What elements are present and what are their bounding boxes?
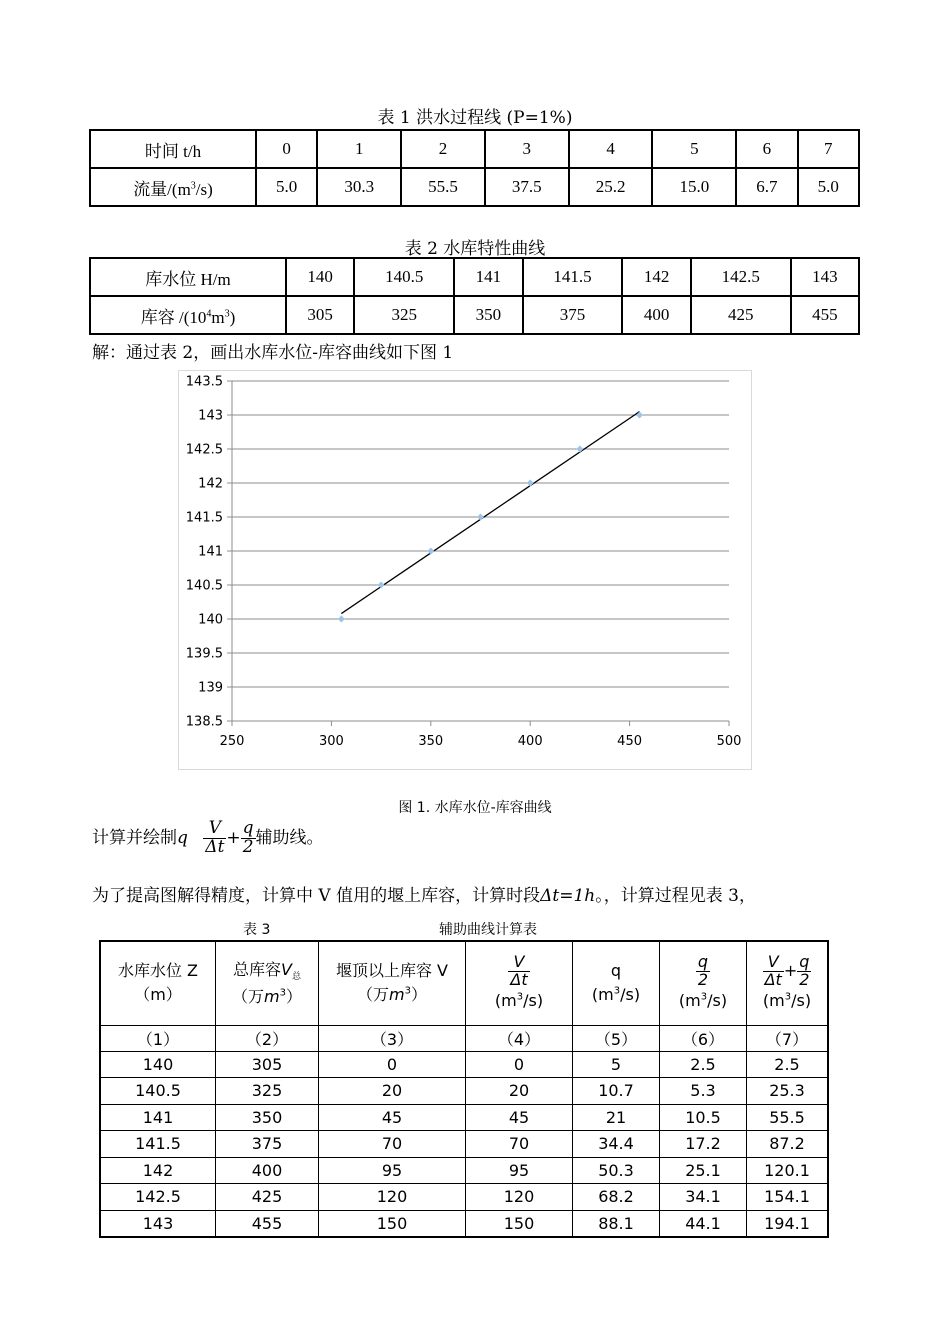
y-tick-label: 140 (198, 612, 223, 628)
table-cell: 21 (573, 1104, 660, 1131)
table2-storage-cell: 350 (454, 296, 522, 334)
table2-level-cell: 141.5 (523, 258, 623, 296)
para3-text: 为了提高图解得精度，计算中 V 值用的堰上库容，计算时段 (92, 886, 541, 906)
table2-storage-cell: 455 (791, 296, 859, 334)
table-cell: 44.1 (660, 1210, 747, 1237)
table-row (100, 1051, 828, 1078)
table-cell: 142 (100, 1157, 216, 1184)
index-cell: （6） (660, 1025, 747, 1051)
table-cell: 120.1 (747, 1157, 829, 1184)
table1-time-cell: 4 (569, 130, 653, 168)
table-cell: 88.1 (573, 1210, 660, 1237)
para2-text: 计算并绘制 (92, 827, 177, 848)
table-cell: 140.5 (100, 1078, 216, 1105)
table-cell: 2.5 (660, 1051, 747, 1078)
table-cell: 34.1 (660, 1184, 747, 1211)
table1-flow-row (90, 168, 859, 206)
table-cell: 87.2 (747, 1131, 829, 1158)
table3-header-row (100, 941, 828, 1025)
table-cell: 95 (466, 1157, 573, 1184)
table1-caption: 表 1 洪水过程线 (P=1%) (377, 108, 573, 128)
table1 (89, 129, 860, 207)
header-v-dt: $\frac{V}{\Delta t}$ $(m^3/s)$ (466, 941, 573, 1025)
data-point (427, 548, 434, 555)
data-point (338, 616, 345, 623)
table-cell: 10.5 (660, 1104, 747, 1131)
table2-level-cell: 142 (622, 258, 690, 296)
y-tick-label: 143.5 (185, 374, 223, 390)
table-cell: 55.5 (747, 1104, 829, 1131)
x-tick-label: 250 (219, 734, 245, 749)
table3 (99, 940, 829, 1238)
table2-storage-cell: 375 (523, 296, 623, 334)
table-cell: 143 (100, 1210, 216, 1237)
table-cell: 70 (466, 1131, 573, 1158)
para2-suffix: 辅助线。 (255, 827, 324, 848)
table2-storage-cell: 305 (286, 296, 354, 334)
table-row (100, 1078, 828, 1105)
para2-q: q (177, 827, 188, 848)
level-storage-chart (179, 371, 751, 769)
table-row (100, 1210, 828, 1237)
table-cell: 20 (466, 1078, 573, 1105)
table-cell: 150 (319, 1210, 466, 1237)
table2-level-cell: 141 (454, 258, 522, 296)
table3-caption-title: 辅助曲线计算表 (439, 922, 537, 938)
x-tick-label: 400 (517, 734, 543, 749)
table-row (100, 1104, 828, 1131)
table2-level-cell: 140.5 (354, 258, 454, 296)
table-cell: 141.5 (100, 1131, 216, 1158)
table-cell: 45 (319, 1104, 466, 1131)
table1-time-cell: 0 (256, 130, 317, 168)
table1-flow-cell: 6.7 (736, 168, 797, 206)
table-cell: 5 (573, 1051, 660, 1078)
table-cell: 2.5 (747, 1051, 829, 1078)
table-cell: 141 (100, 1104, 216, 1131)
v-over-dt-fraction: $\frac{V}{\Delta t}$ (205, 818, 225, 857)
table1-flow-cell: 55.5 (401, 168, 485, 206)
header-q-half: $\frac{q}{2}$ $(m^3/s)$ (660, 941, 747, 1025)
data-point (527, 480, 534, 487)
table2-storage-row (90, 296, 859, 334)
table-cell: 50.3 (573, 1157, 660, 1184)
table-row (100, 1131, 828, 1158)
table-cell: 120 (466, 1184, 573, 1211)
table-cell: 34.4 (573, 1131, 660, 1158)
header-q: q $(m^3/s)$ (573, 941, 660, 1025)
table-cell: 45 (466, 1104, 573, 1131)
table1-time-cell: 3 (485, 130, 569, 168)
table2-level-label: 库水位 H/m (90, 258, 286, 296)
time-step-math: Δt=1h (540, 886, 596, 906)
y-tick-label: 142 (198, 476, 223, 492)
table-cell: 194.1 (747, 1210, 829, 1237)
table1-time-cell: 2 (401, 130, 485, 168)
table-cell: 305 (216, 1051, 319, 1078)
table-cell: 425 (216, 1184, 319, 1211)
table1-time-cell: 5 (652, 130, 736, 168)
para3-suffix: 。，计算过程见表 3， (595, 886, 756, 906)
x-tick-label: 450 (617, 734, 643, 749)
data-point (378, 582, 385, 589)
table-cell: 120 (319, 1184, 466, 1211)
table-cell: 150 (466, 1210, 573, 1237)
table-row (100, 1157, 828, 1184)
table-cell: 10.7 (573, 1078, 660, 1105)
table-row (100, 1184, 828, 1211)
table1-time-cell: 1 (317, 130, 401, 168)
y-tick-label: 138.5 (185, 714, 223, 730)
figure-caption: 图 1. 水库水位-库容曲线 (398, 800, 552, 816)
y-tick-label: 140.5 (185, 578, 223, 594)
header-v-dt-plus-q-half: $\frac{V}{\Delta t}$ + $\frac{q}{2}$ $(m^3/s)$ (747, 941, 829, 1025)
data-point (576, 446, 583, 453)
table1-flow-cell: 25.2 (569, 168, 653, 206)
y-tick-label: 142.5 (185, 442, 223, 458)
table-cell: 25.3 (747, 1078, 829, 1105)
y-tick-label: 139.5 (185, 646, 223, 662)
index-cell: （5） (573, 1025, 660, 1051)
table2-level-cell: 143 (791, 258, 859, 296)
x-tick-label: 350 (418, 734, 444, 749)
table1-flow-cell: 5.0 (256, 168, 317, 206)
table2-storage-label: 库容 $/(10^4m^3)$ (90, 296, 286, 334)
table2-level-cell: 142.5 (691, 258, 791, 296)
y-tick-label: 141.5 (185, 510, 223, 526)
table2-storage-cell: 425 (691, 296, 791, 334)
header-water-level: 水库水位 Z （m） (100, 941, 216, 1025)
table-cell: 70 (319, 1131, 466, 1158)
table-cell: 140 (100, 1051, 216, 1078)
table1-flow-label: 流量$/(m^3/s)$ (90, 168, 256, 206)
table3-index-row (100, 1025, 828, 1051)
table-cell: 0 (466, 1051, 573, 1078)
table-cell: 325 (216, 1078, 319, 1105)
table3-body (100, 1051, 828, 1237)
table1-time-label: 时间 t/h (90, 130, 256, 168)
table1-time-row (90, 130, 859, 168)
precision-paragraph (92, 881, 756, 906)
table2 (89, 257, 860, 335)
table1-flow-cell: 5.0 (798, 168, 859, 206)
data-point (477, 514, 484, 521)
table3-caption-number: 表 3 (243, 922, 271, 938)
table-cell: 5.3 (660, 1078, 747, 1105)
chart-frame (178, 370, 752, 770)
table2-caption: 表 2 水库特性曲线 (404, 239, 546, 259)
table1-time-cell: 7 (798, 130, 859, 168)
y-tick-label: 139 (198, 680, 223, 696)
table-cell: 17.2 (660, 1131, 747, 1158)
index-cell: （7） (747, 1025, 829, 1051)
table-cell: 95 (319, 1157, 466, 1184)
x-tick-label: 300 (318, 734, 344, 749)
table1-time-cell: 6 (736, 130, 797, 168)
solution-paragraph: 解：通过表 2，画出水库水位-库容曲线如下图 1 (92, 343, 454, 363)
table1-flow-cell: 30.3 (317, 168, 401, 206)
table-cell: 400 (216, 1157, 319, 1184)
table-cell: 68.2 (573, 1184, 660, 1211)
table-cell: 0 (319, 1051, 466, 1078)
table-cell: 142.5 (100, 1184, 216, 1211)
index-cell: （2） (216, 1025, 319, 1051)
table-cell: 375 (216, 1131, 319, 1158)
table1-flow-cell: 15.0 (652, 168, 736, 206)
q-over-2-fraction: $\frac{q}{2}$ (242, 818, 254, 857)
plus-sign: + (226, 827, 241, 848)
header-weir-storage: 堰顶以上库容 V （万$m^3$） (319, 941, 466, 1025)
header-total-storage: 总库容$V_总$ （万$m^3$） (216, 941, 319, 1025)
index-cell: （1） (100, 1025, 216, 1051)
table-cell: 154.1 (747, 1184, 829, 1211)
table-cell: 25.1 (660, 1157, 747, 1184)
index-cell: （3） (319, 1025, 466, 1051)
y-tick-label: 143 (198, 408, 223, 424)
table2-level-row (90, 258, 859, 296)
table2-level-cell: 140 (286, 258, 354, 296)
table1-flow-cell: 37.5 (485, 168, 569, 206)
x-tick-label: 500 (716, 734, 742, 749)
table-cell: 350 (216, 1104, 319, 1131)
table-cell: 20 (319, 1078, 466, 1105)
table2-storage-cell: 400 (622, 296, 690, 334)
index-cell: （4） (466, 1025, 573, 1051)
table2-storage-cell: 325 (354, 296, 454, 334)
trendline (341, 412, 639, 614)
y-tick-label: 141 (198, 544, 223, 560)
auxiliary-line-paragraph (92, 820, 324, 857)
table-cell: 455 (216, 1210, 319, 1237)
